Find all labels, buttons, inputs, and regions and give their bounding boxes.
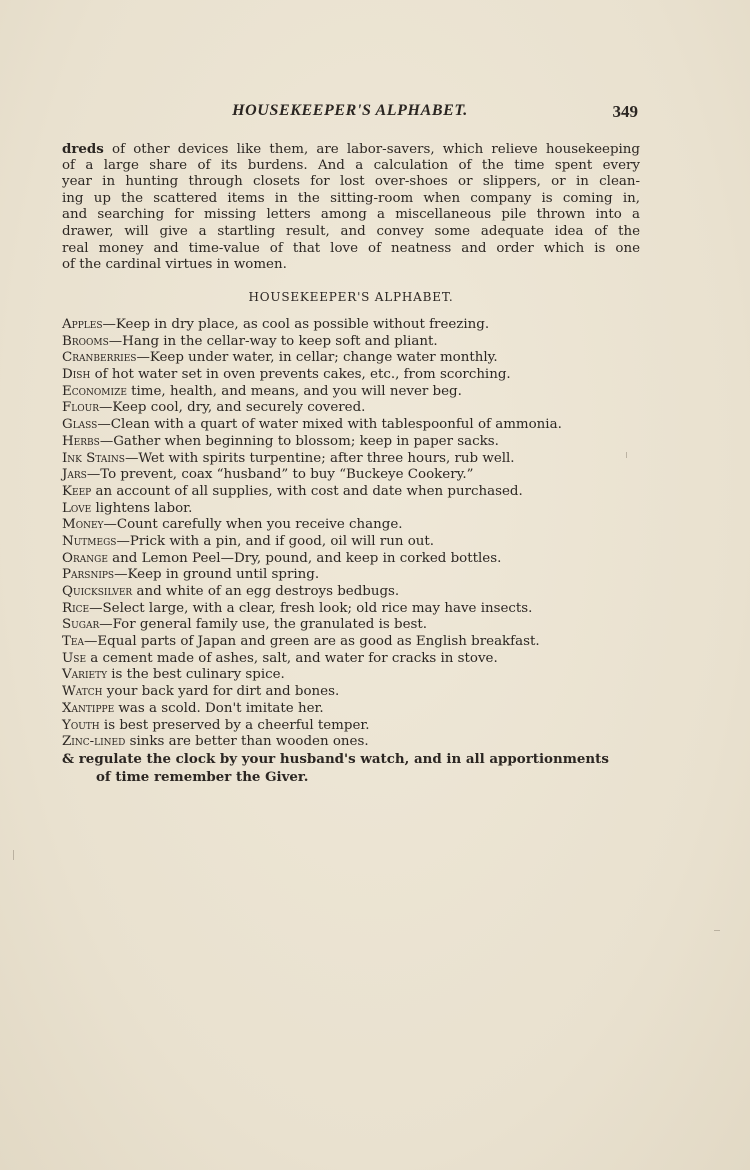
final-entry-line-2: of time remember the Giver. xyxy=(96,768,309,785)
alphabet-entry-key: Ink Stains xyxy=(62,450,125,466)
alphabet-entry-text: —For general family use, the granulated is best. xyxy=(99,617,428,633)
intro-line: drawer, will give a startling result, and convey some adequate idea of the xyxy=(62,223,640,239)
alphabet-entry-text: —Gather when beginning to blossom; keep in paper sacks. xyxy=(99,433,499,449)
alphabet-entry xyxy=(62,417,642,434)
section-heading: HOUSEKEEPER'S ALPHABET. xyxy=(248,290,454,304)
alphabet-entry xyxy=(62,634,642,651)
alphabet-entry xyxy=(62,667,642,684)
alphabet-entry-key: Flour xyxy=(62,400,100,416)
alphabet-entry-key: Orange xyxy=(62,550,108,566)
running-head xyxy=(62,102,638,126)
alphabet-entry xyxy=(62,534,642,551)
alphabet-entry xyxy=(62,617,642,634)
alphabet-entry-key: Glass xyxy=(62,417,98,433)
alphabet-entry-key: Quicksilver xyxy=(62,584,133,599)
alphabet-entry-key: Tea xyxy=(62,634,85,650)
alphabet-entry xyxy=(62,350,642,367)
intro-line: of the cardinal virtues in women. xyxy=(62,257,287,273)
alphabet-entry xyxy=(62,567,642,584)
intro-line: ing up the scattered items in the sitting-room when company is coming in, xyxy=(62,190,640,206)
alphabet-entry-text: and Lemon Peel—Dry, pound, and keep in corked bottles. xyxy=(107,550,502,566)
running-title: HOUSEKEEPER'S ALPHABET. xyxy=(232,102,468,119)
alphabet-entry-key: Watch xyxy=(62,684,103,700)
alphabet-entry xyxy=(62,451,642,468)
alphabet-entry xyxy=(62,384,642,401)
alphabet-entry-key: Jars xyxy=(62,467,87,483)
intro-line-first-word: dreds xyxy=(62,141,104,157)
alphabet-entry-text: sinks are better than wooden ones. xyxy=(125,734,369,750)
alphabet-entry-text: time, health, and means, and you will never beg. xyxy=(126,383,462,399)
alphabet-entry xyxy=(62,467,642,484)
paper-speck xyxy=(13,850,14,860)
alphabet-entry-text: an account of all supplies, with cost and date when purchased. xyxy=(91,483,523,499)
alphabet-entry-key: Use xyxy=(62,650,87,666)
alphabet-entry xyxy=(62,551,642,568)
alphabet-entry-text: and white of an egg destroys bedbugs. xyxy=(132,584,400,599)
alphabet-entry xyxy=(62,484,642,501)
alphabet-entry xyxy=(62,434,642,451)
alphabet-entry-text: —Keep cool, dry, and securely covered. xyxy=(99,400,366,416)
alphabet-entry-text: lightens labor. xyxy=(91,500,193,516)
intro-line: of a large share of its burdens. And a calculation of the time spent every xyxy=(62,157,640,173)
alphabet-entry-text: —Clean with a quart of water mixed with tablespoonful of ammonia. xyxy=(97,417,562,433)
alphabet-entry-text: is best preserved by a cheerful temper. xyxy=(99,717,370,733)
alphabet-entry-key: Variety xyxy=(62,667,108,683)
alphabet-entry-text: —Select large, with a clear, fresh look; old rice may have insects. xyxy=(89,600,533,616)
intro-line: year in hunting through closets for lost over-shoes or slippers, or in clean- xyxy=(62,174,640,190)
alphabet-entry-text: —Hang in the cellar-way to keep soft and pliant. xyxy=(108,333,438,349)
alphabet-entry-key: Keep xyxy=(62,483,92,499)
alphabet-entry-key: Cranberries xyxy=(62,350,137,366)
alphabet-list xyxy=(62,317,642,785)
paper-speck xyxy=(714,930,720,931)
alphabet-entry-text: —Keep in dry place, as cool as possible without freezing. xyxy=(102,317,490,332)
alphabet-entry-key: Dish xyxy=(62,367,91,383)
alphabet-entry-text: —Wet with spirits turpentine; after three hours, rub well. xyxy=(124,450,515,466)
alphabet-entry-key: Parsnips xyxy=(62,567,115,583)
intro-line: real money and time-value of that love of neatness and order which is one xyxy=(62,240,640,256)
alphabet-entry-key: Rice xyxy=(62,600,90,616)
alphabet-entry-text: is the best culinary spice. xyxy=(107,667,285,683)
paper-speck xyxy=(626,452,627,458)
alphabet-entry-key: Economize xyxy=(62,383,127,399)
alphabet-entry-text: —Equal parts of Japan and green are as good as English breakfast. xyxy=(84,634,540,650)
intro-line-rest: of other devices like them, are labor-savers, which relieve housekeeping xyxy=(103,142,640,157)
alphabet-entry-key: Love xyxy=(62,500,92,516)
alphabet-final-entry xyxy=(62,751,642,785)
alphabet-entry-text: of hot water set in oven prevents cakes, etc., from scorching. xyxy=(90,367,511,383)
alphabet-entry-key: Money xyxy=(62,517,104,533)
alphabet-entry-text: —Count carefully when you receive change. xyxy=(103,517,403,533)
alphabet-entry xyxy=(62,501,642,518)
alphabet-entry-text: a cement made of ashes, salt, and water for cracks in stove. xyxy=(86,650,498,666)
intro-line xyxy=(62,141,640,158)
alphabet-entry-text: —To prevent, coax “husband” to buy “Buckeye Cookery.” xyxy=(86,467,474,483)
alphabet-entry-key: Herbs xyxy=(62,433,100,449)
final-entry-line-1: & regulate the clock by your husband's watch, and in all apportionments xyxy=(62,750,609,767)
intro-line: and searching for missing letters among a miscellaneous pile thrown into a xyxy=(62,207,640,223)
alphabet-entry xyxy=(62,718,642,735)
alphabet-entry-key: Zinc-lined xyxy=(62,734,126,750)
alphabet-entry xyxy=(62,734,642,751)
alphabet-entry-key: Nutmegs xyxy=(62,533,117,549)
alphabet-entry xyxy=(62,317,642,334)
alphabet-entry xyxy=(62,400,642,417)
alphabet-entry xyxy=(62,651,642,668)
alphabet-entry xyxy=(62,517,642,534)
alphabet-entry xyxy=(62,684,642,701)
alphabet-entry-key: Sugar xyxy=(62,617,100,633)
alphabet-entry xyxy=(62,701,642,718)
alphabet-entry xyxy=(62,584,642,601)
alphabet-entry xyxy=(62,334,642,351)
alphabet-entry-text: —Keep in ground until spring. xyxy=(114,567,320,583)
alphabet-entry-key: Apples xyxy=(62,317,103,332)
page-number: 349 xyxy=(612,102,638,121)
alphabet-entry-text: your back yard for dirt and bones. xyxy=(102,684,340,700)
alphabet-entry-key: Youth xyxy=(62,717,100,733)
alphabet-entry-text: was a scold. Don't imitate her. xyxy=(114,700,324,716)
alphabet-entry-key: Brooms xyxy=(62,333,109,349)
alphabet-entry-text: —Keep under water, in cellar; change water monthly. xyxy=(136,350,498,366)
alphabet-entry-text: —Prick with a pin, and if good, oil will run out. xyxy=(116,533,435,549)
alphabet-entry xyxy=(62,367,642,384)
alphabet-entry xyxy=(62,601,642,618)
alphabet-entry-key: Xantippe xyxy=(62,700,115,716)
intro-paragraph xyxy=(62,141,640,274)
